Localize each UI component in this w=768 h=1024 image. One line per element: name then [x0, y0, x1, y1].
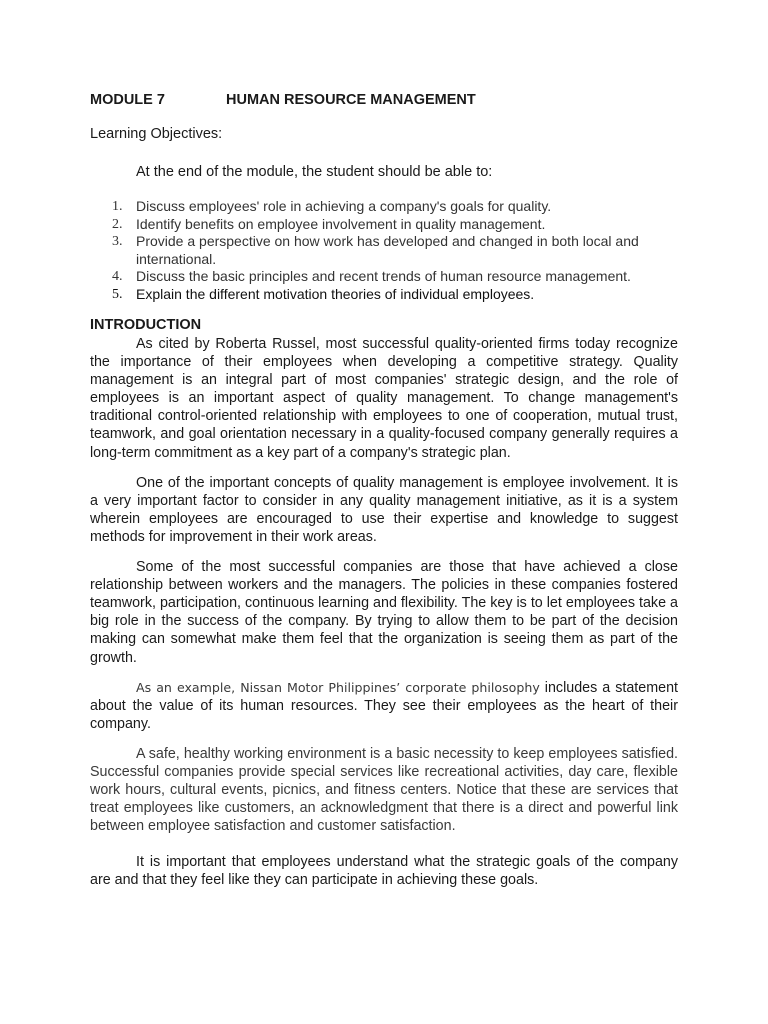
objective-item — [90, 286, 678, 304]
objective-text: Identify benefits on employee involvement in quality management. — [136, 215, 546, 232]
objective-text: Provide a perspective on how work has developed and changed in both local and international. — [136, 233, 639, 267]
objective-number: 5. — [112, 286, 123, 302]
objective-number: 2. — [112, 216, 123, 232]
nissan-paragraph — [90, 679, 678, 733]
objective-number: 3. — [112, 234, 123, 249]
intro-paragraph-3: Some of the most successful companies are those that have achieved a close relationship between workers and the managers. The policies in these companies fostered teamwork, participation, continuous learning and flexibility. The key is to let employees take a big role in the success of the company. By trying to allow them to be part of the decision making can somewhat make them feel that the organization is seeing them as part of the growth. — [90, 559, 678, 666]
objective-item — [90, 216, 678, 234]
objective-item — [90, 268, 678, 286]
objective-number: 1. — [112, 199, 123, 214]
module-header — [90, 92, 678, 112]
intro-paragraph-1: As cited by Roberta Russel, most successful quality-oriented firms today recognize the importance of their employees when developing a competitive strategy. Quality management is an integral part of most companies' strategic design, and the role of employees is an important aspect of quality management. To change management's traditional control-oriented relationship with employees to one of cooperation, mutual trust, teamwork, and goal orientation necessary in a quality-focused company generally requires a long-term commitment as a key part of a company's strategic plan. — [90, 336, 678, 461]
module-title: HUMAN RESOURCE MANAGEMENT — [226, 92, 476, 108]
learning-objectives-label: Learning Objectives: — [90, 126, 223, 142]
intro-paragraph-2: One of the important concepts of quality management is employee involvement. It is a very important factor to consider in any quality management initiative, as it is a system wherein employees are encouraged to use their expertise and knowledge to suggest methods for improvement in their work areas. — [90, 474, 678, 545]
objective-number: 4. — [112, 269, 123, 284]
final-paragraph: It is important that employees understand what the strategic goals of the company are and that they feel like they can participate in achieving these goals. — [90, 854, 678, 889]
safety-paragraph: A safe, healthy working environment is a basic necessity to keep employees satisfied. Successful companies provide special services like recreational activities, day care, flexible work hours, cultural events, picnics, and fitness centers. Notice that these are services that treat employees like customers, an acknowledgment that there is a direct and powerful link between employee satisfaction and customer satisfaction. — [90, 745, 678, 835]
introduction-heading: INTRODUCTION — [90, 317, 202, 333]
objectives-list — [90, 198, 678, 303]
nissan-rest-text: includes a statement about the value of its human resources. They see their employees as the heart of their company. — [90, 679, 678, 732]
objective-text: Discuss the basic principles and recent trends of human resource management. — [136, 268, 631, 284]
objective-text: Discuss employees' role in achieving a company's goals for quality. — [136, 198, 552, 214]
nissan-lead-text: As an example, Nissan Motor Philippines’ corporate philosophy — [136, 679, 540, 695]
objective-item — [90, 233, 678, 268]
objective-text: Explain the different motivation theories of individual employees. — [136, 285, 535, 302]
objective-item — [90, 198, 678, 216]
objectives-intro: At the end of the module, the student should be able to: — [136, 164, 493, 180]
module-number: MODULE 7 — [90, 92, 165, 108]
document-page — [90, 92, 678, 890]
